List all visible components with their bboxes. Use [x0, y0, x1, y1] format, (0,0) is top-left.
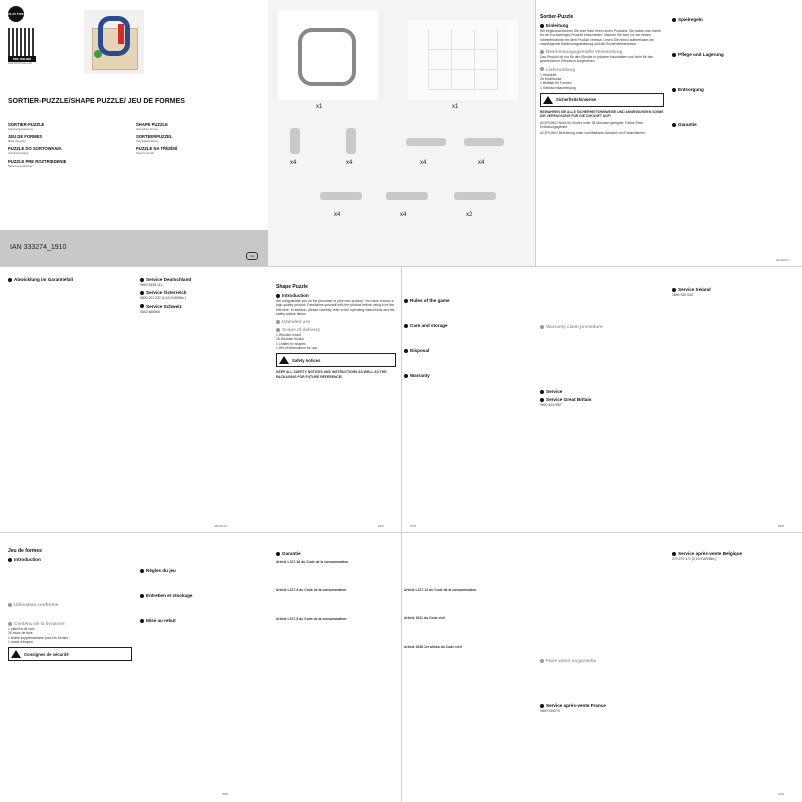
part-count: x4: [346, 160, 353, 166]
en-column-4: [672, 284, 796, 297]
list-item: PUZZLE PRE ROZTRIEDENIE Návod na používanie: [8, 158, 67, 168]
page-number: 07/8: [410, 524, 416, 528]
red-block-icon: [118, 24, 124, 44]
de-garantie-column: [8, 274, 132, 283]
section-heading: Contenu de la livraison: [8, 621, 132, 626]
blue-shape-icon: [98, 16, 130, 56]
list-item: PUZZLE NA TŘÍDĚNÍ Návod k použití: [136, 146, 178, 156]
block-piece: [346, 128, 356, 154]
fr-column-4: [404, 548, 528, 649]
fr-column-6: [672, 548, 796, 561]
section-heading: Service Deutschland: [140, 277, 264, 282]
warning-box: Consignes de sécurité: [8, 647, 132, 661]
article-heading: Article L217-12 du Code de la consommation: [404, 588, 477, 592]
page-number: 06/8: [378, 524, 384, 528]
paragraph: BEWAHREN SIE ALLE SICHERHEITSHINWEISE UND ANWEISUNGEN SOWIE DIE VERPACKUNG FÜR DIE ZUKUNFT AUF!: [540, 109, 664, 119]
cover-page: [0, 0, 268, 266]
phone: 0800 919270: [540, 709, 560, 713]
de-column-2: [672, 14, 796, 128]
block-piece: [406, 138, 446, 146]
ian-number: IAN 333274_1910: [10, 244, 67, 251]
section-heading: Bestimmungsgemäße Verwendung: [540, 49, 664, 54]
cover-language-list: [8, 122, 128, 171]
country-badge: CH: [246, 252, 258, 260]
block-piece: [386, 192, 428, 200]
section-heading: Spielregeln: [672, 17, 796, 22]
product-photo: [84, 10, 144, 74]
section-heading: Entretien et stockage: [140, 593, 264, 598]
paragraph: Wir beglückwünschen Sie zum Kauf Ihres neuen Produkts. Sie haben sich damit für ein hochwertiges Produkt entschieden. Machen Sie sich vor der ersten Inbetriebnahme mit dem Produkt vertraut. Lesen Sie hierzu aufmerksam die nachfolgende Bedienungsanleitung und die Sicherheitshinweise.: [540, 29, 661, 46]
grid-icon: [428, 30, 498, 90]
paragraph: KEEP ALL SAFETY NOTICES AND INSTRUCTIONS AS WELL AS THE PACKAGING FOR FUTURE REFERENCE!: [276, 370, 387, 379]
part-count: x4: [290, 160, 297, 166]
de-service-column: [140, 274, 264, 314]
page-number: 04/42/CH: [776, 258, 789, 262]
article-heading: Article 1641 du Code civil: [404, 616, 446, 621]
warning-box: Sicherheitshinweise: [540, 93, 664, 107]
section-heading: Service après-vente Belgique: [672, 551, 796, 556]
block-piece: [464, 138, 504, 146]
page-divider: [535, 0, 536, 266]
phone: 0842 665566: [140, 309, 160, 314]
section-heading: Service après-vente France: [540, 703, 664, 708]
list-item: PUZZLE DO SORTOWANIA Instrukcja obsługi: [8, 146, 62, 156]
phone: 0800 5435 111: [140, 283, 163, 287]
list-item: SHAPE PUZZLE Instructions for use: [136, 122, 168, 131]
list: 1 Holzbrett 26 Holzblöcke 1 Beiblatt für Formen 1 Gebrauchsanweisung: [540, 72, 576, 90]
block-piece: [320, 192, 362, 200]
section-heading: Scope of delivery: [276, 327, 396, 332]
phone: 0800 4047657: [540, 403, 562, 407]
part-count: x2: [466, 212, 473, 218]
list-item: SORTEERPUZZEL Gebruiksaanwijzing: [136, 134, 173, 144]
warning-icon: [543, 96, 553, 104]
article-heading: Article L217-16 du Code de la consommation: [276, 560, 349, 564]
section-heading: Rules of the game: [404, 298, 528, 303]
list: 1 planche de bois 26 blocs de bois 1 feuille supplémentaire pour les formes 1 mode d'emploi: [8, 627, 69, 644]
warning-icon: [11, 650, 21, 658]
part-count: x1: [316, 104, 323, 110]
article-heading: Article L217-4 du Code de la consommation: [276, 588, 347, 593]
section-heading: Entsorgung: [672, 87, 796, 92]
qr-code-icon: [8, 28, 36, 56]
list-item: JEU DE FORMES Mode d'emploi: [8, 134, 43, 144]
page-number: 08/8: [778, 524, 784, 528]
page-number: 05/42/CH: [214, 524, 227, 528]
parts-page: [268, 0, 535, 266]
section-heading: Introduction: [8, 557, 132, 562]
en-column-3: [540, 284, 664, 407]
paragraph: Das Produkt ist nur für den Einsatz in privaten Haushalten und nicht für den gewerblichen Gebrauch vorgesehen.: [540, 55, 654, 64]
board-grid-illustration: [408, 20, 518, 100]
playtive-logo: PLAY TIVE: [8, 6, 24, 22]
section-heading: Service Österreich: [140, 290, 264, 295]
paragraph: ACHTUNG! Nicht für Kinder unter 36 Monaten geeignet. Kleine Teile. Erstickungsgefahr.: [540, 120, 644, 129]
page-divider: [401, 266, 402, 802]
phone: 1890 930 034: [672, 293, 693, 297]
section-heading: Warranty: [404, 373, 528, 378]
fr-column-5: [540, 548, 664, 713]
paragraph: ACHTUNG! Benutzung unter unmittelbarer Aufsicht von Erwachsenen.: [540, 131, 646, 136]
section-heading: Care and storage: [404, 323, 528, 328]
paragraph: We congratulate you on the purchase of your new product. You have chosen a high quality product. Familiarise yourself with the product before using it for the first time. In addition, please carefully refer to the operating instructions and the safety advice below.: [276, 299, 395, 316]
article-heading: Article L217-5 du Code de la consommation: [276, 616, 347, 621]
board-illustration: [278, 10, 378, 100]
section-heading: Lieferumfang: [540, 67, 664, 72]
page-title: Sortier-Puzzle: [540, 14, 574, 20]
section-heading: Abwicklung im Garantiefall: [8, 277, 132, 282]
cover-title: SORTIER-PUZZLE/SHAPE PUZZLE/ JEU DE FORMES: [8, 98, 185, 105]
part-count: x4: [420, 160, 427, 166]
block-piece: [290, 128, 300, 154]
section-heading: Disposal: [404, 348, 528, 353]
fr-column-2: [140, 548, 264, 624]
section-heading: Règles du jeu: [140, 568, 264, 573]
warning-icon: [279, 356, 289, 364]
part-count: x4: [478, 160, 485, 166]
phone: 070 270 171 (0,15 EUR/Min.): [672, 557, 717, 561]
page-title: Shape Puzzle: [276, 284, 308, 290]
page-title: Jeu de formes: [8, 548, 42, 554]
list-item: SORTIER-PUZZLE Gebrauchsanweisung: [8, 122, 45, 131]
cover-language-list-2: [136, 122, 256, 159]
green-block-icon: [94, 50, 102, 58]
fr-column-1: [8, 548, 132, 664]
section-heading: Utilisation conforme: [8, 602, 132, 607]
section-heading: Introduction: [276, 293, 396, 298]
section-heading: Garantie: [276, 551, 396, 556]
list: 1 Wooden board 26 Wooden blocks 1 Leaflet for shapes 1 Set of instructions for use: [276, 333, 318, 351]
section-heading: Mise au rebut: [140, 618, 264, 623]
en-column-2: [404, 284, 528, 379]
shape-u-icon: [298, 28, 356, 86]
section-heading: Garantie: [672, 122, 796, 127]
phone: 0800 201 222 (0,15 EUR/Min.): [140, 296, 186, 301]
pdf-online-badge: PDF ONLINE: [8, 56, 36, 62]
pdf-url: www.lidl-service.com: [8, 62, 33, 65]
section-heading: Service Schweiz: [140, 304, 264, 309]
section-heading: Service: [540, 389, 664, 394]
part-count: x4: [334, 212, 341, 218]
section-heading: Einleitung: [540, 23, 664, 28]
section-heading: Faire valoir sa garantie: [540, 658, 664, 663]
section-heading: Service Great Britain: [540, 397, 664, 402]
warning-box: Safety notices: [276, 353, 396, 367]
cover-footer-bar: [0, 230, 268, 266]
page-number: 10/8: [778, 792, 784, 796]
page-number: 09/8: [222, 792, 228, 796]
section-heading: Service Ireland: [672, 287, 796, 292]
article-heading: Article 1648 1er alinéa du Code civil: [404, 644, 462, 649]
section-heading: Warranty claim procedure: [540, 324, 664, 329]
section-heading: Pflege und Lagerung: [672, 52, 796, 57]
fr-column-3: [276, 548, 396, 621]
section-heading: Intended use: [276, 319, 396, 324]
block-piece: [454, 192, 496, 200]
de-column-1: [540, 14, 664, 135]
part-count: x4: [400, 212, 407, 218]
en-column-1: [276, 284, 396, 379]
part-count: x1: [452, 104, 459, 110]
